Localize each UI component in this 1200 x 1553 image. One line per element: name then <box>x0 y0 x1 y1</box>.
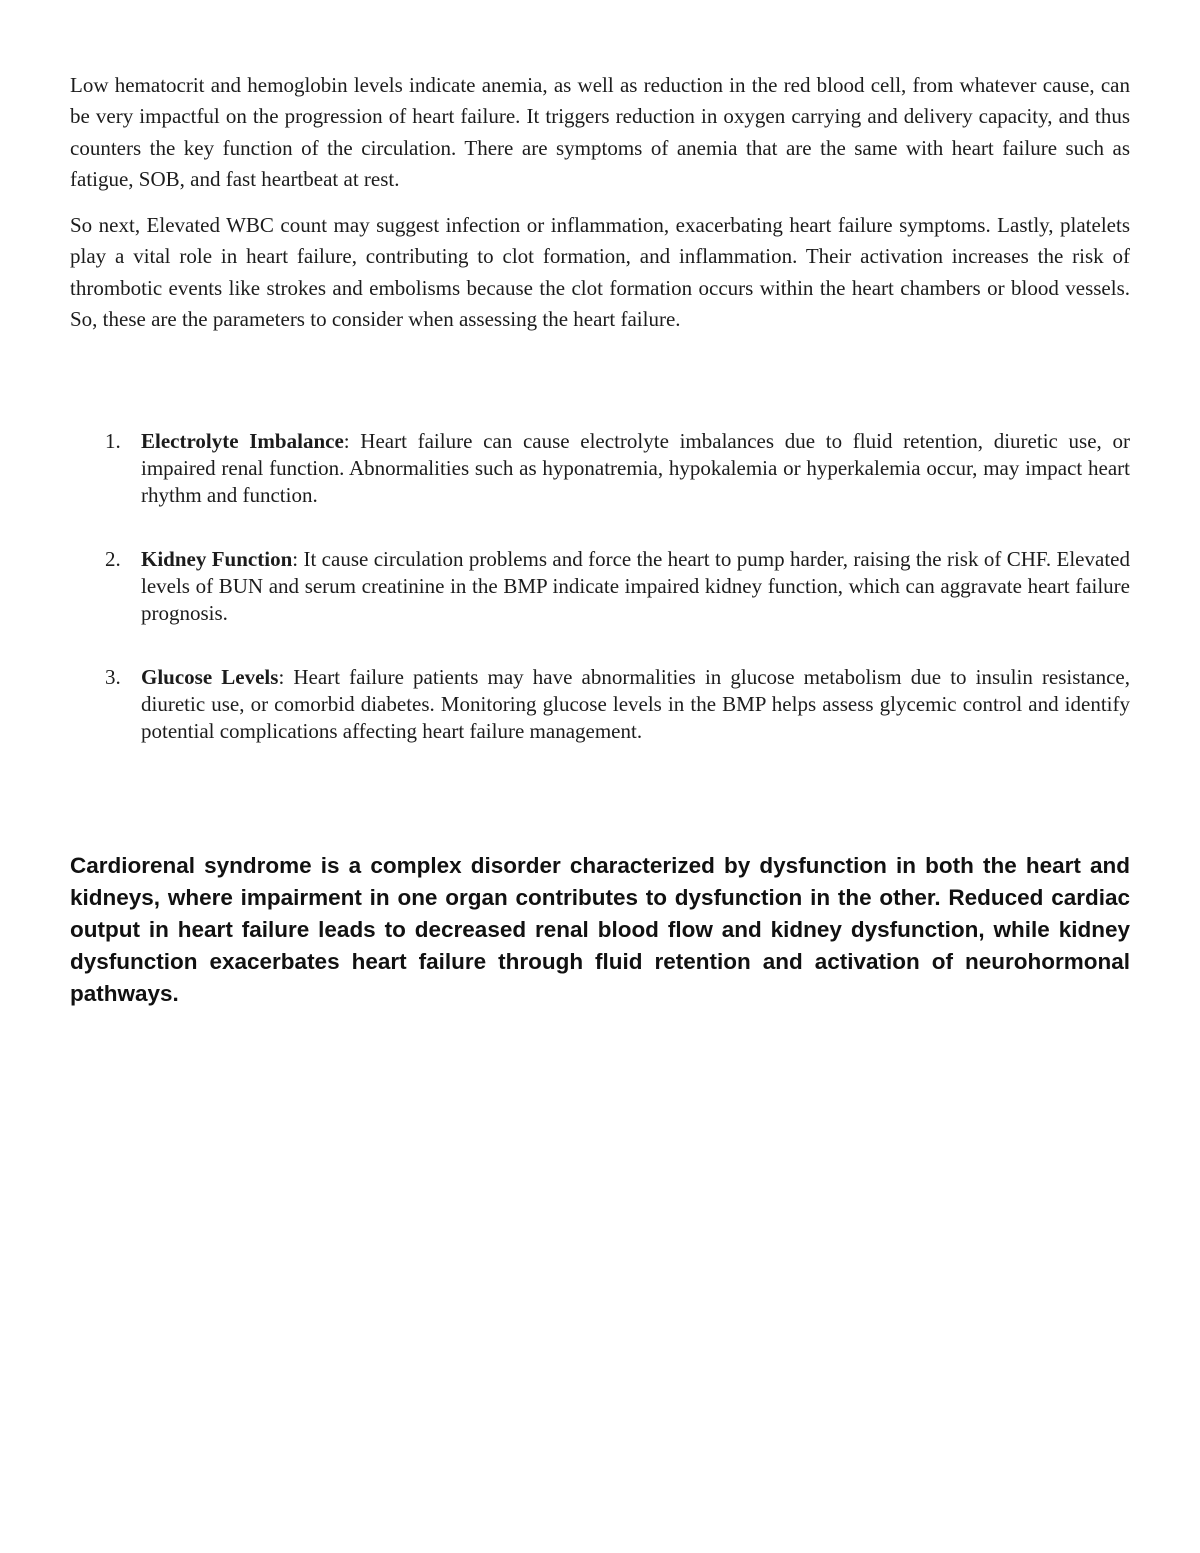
list-term: Kidney Function <box>141 547 293 571</box>
list-text: : It cause circulation problems and force the heart to pump harder, raising the risk of CHF. Elevated levels of BUN and serum creatinine in the BMP indicate impaired kidney function, which can aggravate heart failure prognosis. <box>141 547 1130 625</box>
list-term: Electrolyte Imbalance <box>141 429 344 453</box>
list-item-electrolyte <box>70 428 1130 509</box>
paragraph-anemia: Low hematocrit and hemoglobin levels indicate anemia, as well as reduction in the red blood cell, from whatever cause, can be very impactful on the progression of heart failure. It triggers reduction in oxygen carrying and delivery capacity, and thus counters the key function of the circulation. There are symptoms of anemia that are the same with heart failure such as fatigue, SOB, and fast heartbeat at rest. <box>70 73 1130 191</box>
list-number: 3. <box>105 665 121 689</box>
list-number: 1. <box>105 429 121 453</box>
paragraph-cardiorenal: Cardiorenal syndrome is a complex disorder characterized by dysfunction in both the heart and kidneys, where impairment in one organ contributes to dysfunction in the other. Reduced cardiac output in heart failure leads to decreased renal blood flow and kidney dysfunction, while kidney dysfunction exacerbates heart failure through fluid retention and activation of neurohormonal pathways. <box>70 853 1130 1006</box>
list-number: 2. <box>105 547 121 571</box>
numbered-list <box>70 428 1130 782</box>
paragraph-wbc-platelets: So next, Elevated WBC count may suggest infection or inflammation, exacerbating heart failure symptoms. Lastly, platelets play a vital role in heart failure, contributing to clot formation, and inflammation. Their activation increases the risk of thrombotic events like strokes and embolisms because the clot formation occurs within the heart chambers or blood vessels. So, these are the parameters to consider when assessing the heart failure. <box>70 213 1130 331</box>
list-text: : Heart failure patients may have abnormalities in glucose metabolism due to insulin resistance, diuretic use, or comorbid diabetes. Monitoring glucose levels in the BMP helps assess glycemic control and identify potential complications affecting heart failure management. <box>141 665 1130 743</box>
list-item-kidney <box>70 546 1130 627</box>
list-item-glucose <box>70 664 1130 745</box>
list-text: : Heart failure can cause electrolyte imbalances due to fluid retention, diuretic use, or impaired renal function. Abnormalities such as hyponatremia, hypokalemia or hyperkalemia occur, may impact heart rhythm and function. <box>141 429 1130 507</box>
list-term: Glucose Levels <box>141 665 279 689</box>
